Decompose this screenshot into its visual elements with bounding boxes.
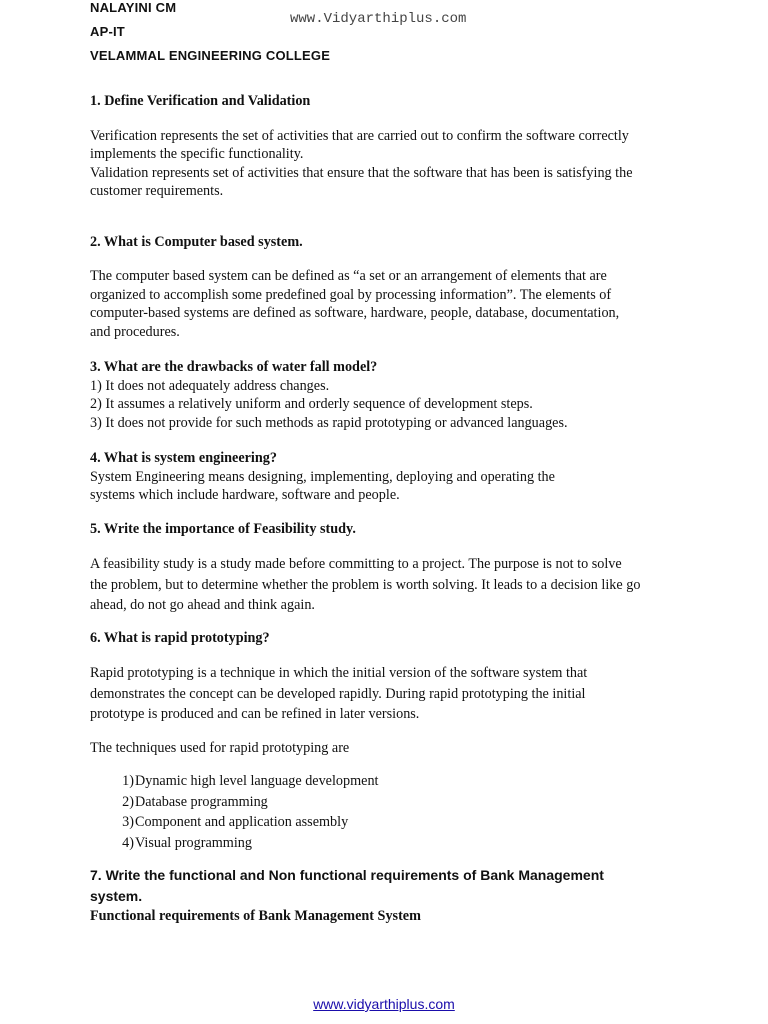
- list-item: [90, 771, 685, 792]
- list-item-text: Dynamic high level language development: [135, 773, 379, 789]
- list-item-number: 3): [122, 814, 134, 830]
- answer-1-line: customer requirements.: [90, 183, 224, 199]
- list-item-number: 4): [122, 834, 134, 851]
- answer-5-line: A feasibility study is a study made before committing to a project. The purpose is not to solve: [90, 556, 622, 572]
- answer-2-line: and procedures.: [90, 323, 180, 340]
- answer-1-line: Verification represents the set of activities that are carried out to confirm the software correctly: [90, 127, 629, 144]
- functional-requirements-heading: Functional requirements of Bank Management System: [90, 908, 421, 924]
- footer-link[interactable]: www.vidyarthiplus.com: [313, 996, 455, 1012]
- answer-4-line: System Engineering means designing, implementing, deploying and operating the: [90, 468, 555, 485]
- list-item: [90, 833, 685, 854]
- answer-3-line: 3) It does not provide for such methods as rapid prototyping or advanced languages.: [90, 414, 568, 431]
- answer-1-line: implements the specific functionality.: [90, 146, 304, 162]
- list-item-number: 1): [122, 773, 134, 789]
- question-2-title: 2. What is Computer based system.: [90, 233, 303, 250]
- question-6-title: 6. What is rapid prototyping?: [90, 629, 270, 646]
- question-5-title: 5. Write the importance of Feasibility study.: [90, 520, 356, 537]
- list-item-text: Component and application assembly: [135, 814, 349, 830]
- answer-2-line: computer-based systems are defined as software, hardware, people, database, documentation,: [90, 305, 620, 321]
- answer-6-line: prototype is produced and can be refined in later versions.: [90, 706, 420, 722]
- answer-2-line: organized to accomplish some predefined goal by processing information”. The elements of: [90, 286, 612, 303]
- question-7-title: 7. Write the functional and Non functional requirements of Bank Management: [90, 867, 604, 883]
- document-content: [90, 92, 685, 926]
- watermark-url: www.Vidyarthiplus.com: [290, 11, 467, 27]
- answer-5-line: ahead, do not go ahead and think again.: [90, 597, 315, 613]
- answer-2-line: The computer based system can be defined as “a set or an arrangement of elements that are: [90, 268, 607, 284]
- footer: [0, 996, 768, 1012]
- techniques-list: [90, 771, 685, 853]
- techniques-intro: The techniques used for rapid prototyping are: [90, 739, 350, 756]
- list-item-number: 2): [122, 793, 134, 810]
- answer-3-line: 1) It does not adequately address changes.: [90, 377, 330, 394]
- answer-6-line: demonstrates the concept can be developed rapidly. During rapid prototyping the initial: [90, 685, 586, 702]
- list-item: [90, 792, 685, 813]
- answer-1-line: Validation represents set of activities that ensure that the software that has been is satisfying the: [90, 164, 633, 181]
- college-name: VELAMMAL ENGINEERING COLLEGE: [90, 48, 331, 63]
- author-name: NALAYINI CM: [90, 0, 177, 15]
- list-item-text: Database programming: [135, 793, 268, 810]
- list-item-text: Visual programming: [135, 834, 252, 851]
- answer-4-line: systems which include hardware, software and people.: [90, 487, 400, 503]
- list-item: [90, 812, 685, 833]
- answer-5-line: the problem, but to determine whether the problem is worth solving. It leads to a decision like go: [90, 576, 641, 593]
- author-designation: AP-IT: [90, 24, 125, 39]
- question-4-title: 4. What is system engineering?: [90, 450, 277, 466]
- answer-6-line: Rapid prototyping is a technique in which the initial version of the software system that: [90, 665, 588, 681]
- question-7-title-cont: system.: [90, 888, 143, 904]
- answer-3-line: 2) It assumes a relatively uniform and orderly sequence of development steps.: [90, 396, 533, 412]
- question-1-title: 1. Define Verification and Validation: [90, 93, 311, 109]
- question-3-title: 3. What are the drawbacks of water fall model?: [90, 359, 378, 375]
